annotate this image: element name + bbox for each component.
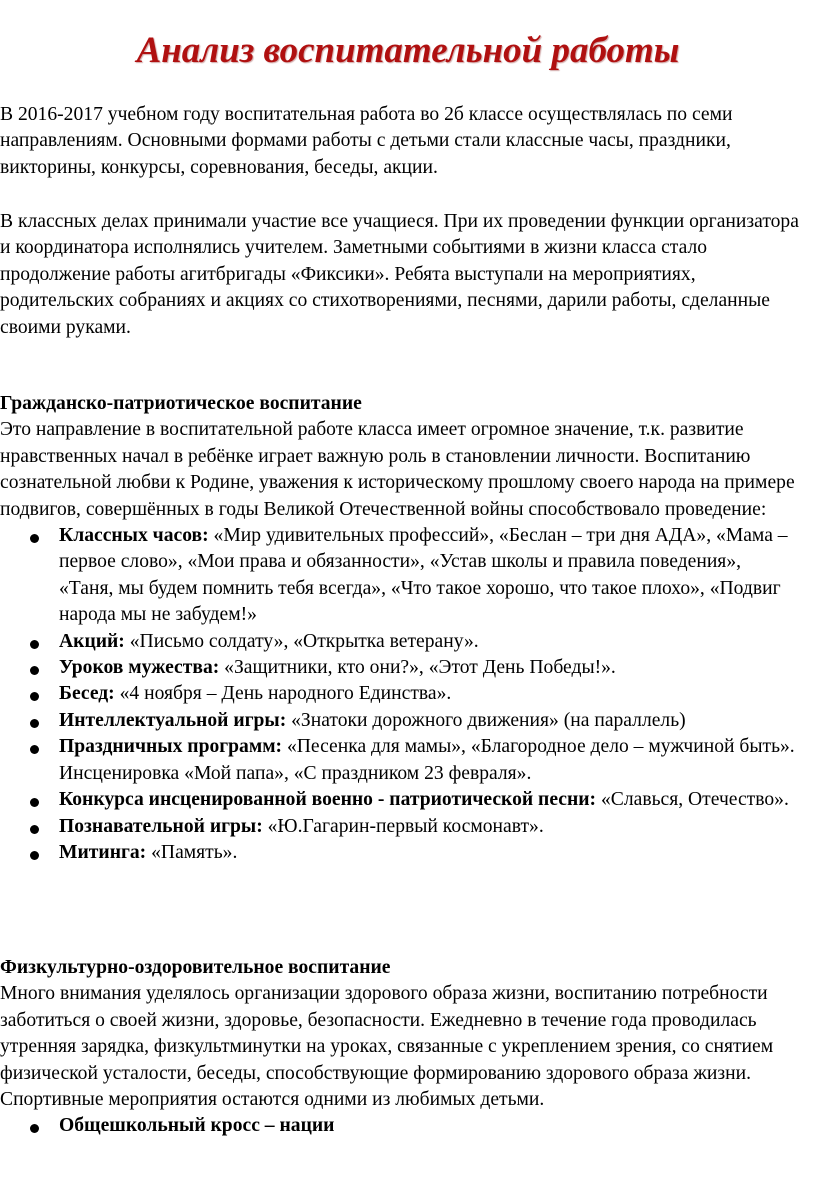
item-label: Конкурса инсценированной военно - патриотической песни: <box>59 789 597 811</box>
civic-text: Это направление в воспитательной работе класса имеет огромное значение, т.к. развитие нравственных начал в ребёнке играет важную роль в становлении личности. Воспитанию сознательной любви к Родине, уважения к историческому прошлому своего народа на примере подвигов, совершённых в годы Великой Отечественной войны способствовало проведение: <box>0 419 795 520</box>
health-heading: Физкультурно-оздоровительное воспитание <box>0 957 391 978</box>
item-label: Интеллектуальной игры: <box>59 709 287 731</box>
list-item <box>0 734 800 787</box>
item-label: Познавательной игры: <box>59 815 263 837</box>
bullet-icon <box>30 719 39 728</box>
item-text: «Знатоки дорожного движения» (на параллель) <box>286 709 686 731</box>
bullet-icon <box>30 534 39 543</box>
health-text-2: Спортивные мероприятия остаются одними из любимых детьми. <box>0 1089 545 1111</box>
bullet-icon <box>30 692 39 701</box>
item-label: Уроков мужества: <box>59 657 220 679</box>
item-text: «Память». <box>146 841 238 863</box>
list-item <box>0 629 800 655</box>
item-label: Митинга: <box>59 841 147 863</box>
item-text: «Защитники, кто они?», «Этот День Победы!». <box>219 657 616 679</box>
item-text: «Мир удивительных профессий», «Беслан – три дня АДА», «Мама – первое слово», «Мои права и обязанности», «Устав школы и правила поведения», «Таня, мы будем помнить тебя всегда», «Что такое хорошо, что такое плохо», «Подвиг народа мы не забудем!» <box>59 525 788 626</box>
page-title: Анализ воспитательной работы <box>136 30 680 71</box>
bullet-icon <box>30 851 39 860</box>
item-text: «Славься, Отечество». <box>596 789 789 811</box>
bullet-icon <box>30 666 39 675</box>
bullet-icon <box>30 640 39 649</box>
civic-list <box>0 523 800 866</box>
bullet-icon <box>30 798 39 807</box>
civic-heading: Гражданско-патриотическое воспитание <box>0 393 362 414</box>
list-item <box>0 708 800 734</box>
item-text: «4 ноября – День народного Единства». <box>114 683 452 705</box>
intro-paragraph-2: В классных делах принимали участие все учащиеся. При их проведении функции организатора и координатора исполнялись учителем. Заметными событиями в жизни класса стало продолжение работы агитбригады «Фиксики». Ребята выступали на мероприятиях, родительских собраниях и акциях со стихотворениями, песнями, дарили работы, сделанные своими руками. <box>0 211 799 338</box>
health-text: Много внимания уделялось организации здорового образа жизни, воспитанию потребности заботиться о своей жизни, здоровье, безопасности. Ежедневно в течение года проводилась утренняя зарядка, физкультминутки на уроках, связанные с укреплением зрения, со снятием физической усталости, беседы, способствующие формированию здорового образа жизни. <box>0 983 774 1084</box>
item-text: «Письмо солдату», «Открытка ветерану». <box>124 630 479 652</box>
list-item <box>0 523 800 629</box>
civic-section <box>0 391 800 866</box>
item-label: Праздничных программ: <box>59 736 283 758</box>
health-section <box>0 955 800 1140</box>
item-label: Классных часов: <box>59 525 209 547</box>
health-list <box>0 1113 800 1139</box>
list-item <box>0 681 800 707</box>
bullet-icon <box>30 1124 39 1133</box>
list-item <box>0 787 800 813</box>
bullet-icon <box>30 825 39 834</box>
item-label: Бесед: <box>59 683 115 705</box>
item-text: «Ю.Гагарин-первый космонавт». <box>262 815 544 837</box>
list-item <box>0 814 800 840</box>
item-label: Общешкольный кросс – нации <box>59 1115 335 1137</box>
list-item <box>0 1113 800 1139</box>
intro-paragraph-1: В 2016-2017 учебном году воспитательная работа во 2б классе осуществлялась по семи направлениям. Основными формами работы с детьми стали классные часы, праздники, викторины, конкурсы, соревнования, беседы, акции. <box>0 104 733 178</box>
list-item <box>0 840 800 866</box>
item-label: Акций: <box>59 630 125 652</box>
bullet-icon <box>30 745 39 754</box>
list-item <box>0 655 800 681</box>
item-text: «Песенка для мамы», «Благородное дело – мужчиной быть». Инсценировка «Мой папа», «С праздником 23 февраля». <box>59 736 795 784</box>
